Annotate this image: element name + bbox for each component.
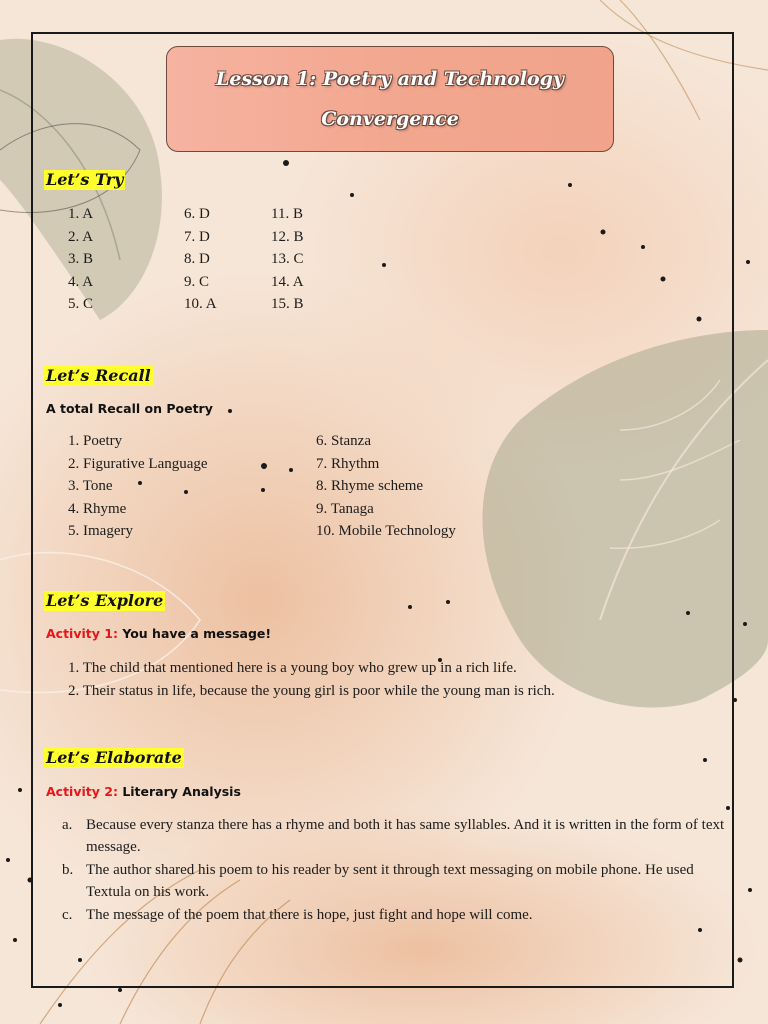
recall-item bbox=[68, 455, 208, 473]
heading-lets-try: Let’s Try bbox=[46, 170, 124, 189]
answer-item bbox=[271, 205, 303, 223]
list-marker: 9. bbox=[316, 500, 331, 517]
activity-2-name: Literary Analysis bbox=[122, 784, 241, 799]
elaborate-item bbox=[62, 814, 726, 858]
list-marker: 1. bbox=[68, 206, 83, 222]
list-text: B bbox=[292, 206, 303, 222]
list-marker: 11. bbox=[271, 206, 293, 222]
list-text: Rhyme scheme bbox=[331, 478, 424, 494]
list-text: Stanza bbox=[331, 433, 371, 449]
list-text: Imagery bbox=[83, 523, 133, 539]
list-marker: 12. bbox=[271, 228, 294, 245]
answer-item bbox=[184, 205, 210, 223]
activity-1-name: You have a message! bbox=[122, 626, 272, 641]
recall-item bbox=[316, 455, 379, 473]
list-text: C bbox=[199, 273, 210, 290]
list-text: Tone bbox=[82, 478, 113, 494]
list-text: A bbox=[82, 206, 94, 222]
list-marker: 2. bbox=[68, 682, 83, 699]
recall-item bbox=[316, 477, 423, 495]
recall-item bbox=[316, 500, 374, 518]
recall-item bbox=[316, 432, 371, 450]
list-text: Tanaga bbox=[330, 500, 374, 517]
activity-2-label: Activity 2: bbox=[46, 784, 118, 799]
list-marker: 8. bbox=[184, 251, 199, 267]
recall-item bbox=[68, 477, 113, 495]
list-text: Because every stanza there has a rhyme and both it has same syllables. And it is written in the form of text message. bbox=[86, 817, 725, 855]
list-marker: b. bbox=[62, 862, 74, 878]
lesson-title-line2: Convergence bbox=[321, 108, 459, 130]
elaborate-item bbox=[62, 904, 726, 926]
answer-item bbox=[68, 228, 93, 246]
list-marker: 4. bbox=[68, 500, 83, 517]
list-marker: 5. bbox=[68, 296, 83, 312]
activity-1-label: Activity 1: bbox=[46, 626, 118, 641]
list-marker: 9. bbox=[184, 273, 199, 290]
explore-item bbox=[68, 659, 517, 677]
list-text: The message of the poem that there is hope, just fight and hope will come. bbox=[86, 907, 533, 923]
lesson-title-banner bbox=[166, 46, 614, 152]
list-marker: 3. bbox=[68, 478, 83, 494]
list-text: Rhythm bbox=[331, 455, 380, 472]
list-text: B bbox=[293, 228, 304, 245]
list-text: A bbox=[82, 228, 94, 245]
recall-subtitle: A total Recall on Poetry bbox=[46, 401, 213, 416]
answer-item bbox=[68, 250, 93, 268]
list-marker: 5. bbox=[68, 523, 83, 539]
lesson-title-line1: Lesson 1: Poetry and Technology bbox=[216, 68, 564, 90]
list-text: A bbox=[205, 296, 217, 312]
list-marker: 6. bbox=[184, 206, 199, 222]
list-marker: 6. bbox=[316, 433, 331, 449]
answer-item bbox=[271, 250, 304, 268]
explore-item bbox=[68, 682, 555, 700]
answer-item bbox=[68, 295, 93, 313]
list-marker: 1. bbox=[68, 660, 83, 676]
list-marker: 10. bbox=[316, 523, 339, 539]
answer-item bbox=[184, 273, 209, 291]
answer-item bbox=[184, 228, 210, 246]
list-marker: 7. bbox=[184, 228, 199, 245]
list-text: Figurative Language bbox=[83, 455, 208, 472]
list-marker: 7. bbox=[316, 455, 331, 472]
list-marker: 2. bbox=[68, 228, 83, 245]
answer-item bbox=[184, 250, 210, 268]
list-marker: 4. bbox=[68, 273, 83, 290]
list-text: The author shared his poem to his reader by sent it through text messaging on mobile phone. He used Textula on his work. bbox=[86, 862, 694, 900]
activity-2-title bbox=[46, 784, 241, 799]
list-marker: c. bbox=[62, 907, 73, 923]
list-marker: 13. bbox=[271, 251, 294, 267]
heading-lets-elaborate: Let’s Elaborate bbox=[46, 748, 182, 767]
list-text: D bbox=[199, 206, 210, 222]
answer-item bbox=[184, 295, 217, 313]
list-text: C bbox=[293, 251, 304, 267]
list-marker: 8. bbox=[316, 478, 331, 494]
list-text: Poetry bbox=[83, 433, 123, 449]
list-text: B bbox=[293, 296, 304, 312]
list-text: Rhyme bbox=[83, 500, 127, 517]
list-marker: 1. bbox=[68, 433, 83, 449]
answer-item bbox=[68, 205, 93, 223]
list-text: C bbox=[83, 296, 94, 312]
recall-item bbox=[316, 522, 456, 540]
recall-item bbox=[68, 432, 122, 450]
list-text: Mobile Technology bbox=[338, 523, 456, 539]
list-text: B bbox=[83, 251, 94, 267]
list-marker: 10. bbox=[184, 296, 206, 312]
list-text: D bbox=[199, 251, 210, 267]
heading-lets-recall: Let’s Recall bbox=[46, 366, 151, 385]
recall-item bbox=[68, 522, 133, 540]
list-marker: 3. bbox=[68, 251, 83, 267]
list-marker: 15. bbox=[271, 296, 294, 312]
list-text: The child that mentioned here is a young boy who grew up in a rich life. bbox=[82, 660, 517, 676]
answer-item bbox=[271, 295, 304, 313]
answer-item bbox=[271, 228, 304, 246]
list-text: D bbox=[199, 228, 210, 245]
list-text: A bbox=[82, 273, 94, 290]
elaborate-item bbox=[62, 859, 726, 903]
list-marker: a. bbox=[62, 817, 73, 833]
activity-1-title bbox=[46, 626, 271, 641]
heading-lets-explore: Let’s Explore bbox=[46, 591, 164, 610]
list-marker: 14. bbox=[271, 273, 293, 290]
answer-item bbox=[68, 273, 93, 291]
answer-item bbox=[271, 273, 304, 291]
recall-item bbox=[68, 500, 126, 518]
list-text: Their status in life, because the young girl is poor while the young man is rich. bbox=[82, 682, 555, 699]
list-text: A bbox=[292, 273, 304, 290]
list-marker: 2. bbox=[68, 455, 83, 472]
